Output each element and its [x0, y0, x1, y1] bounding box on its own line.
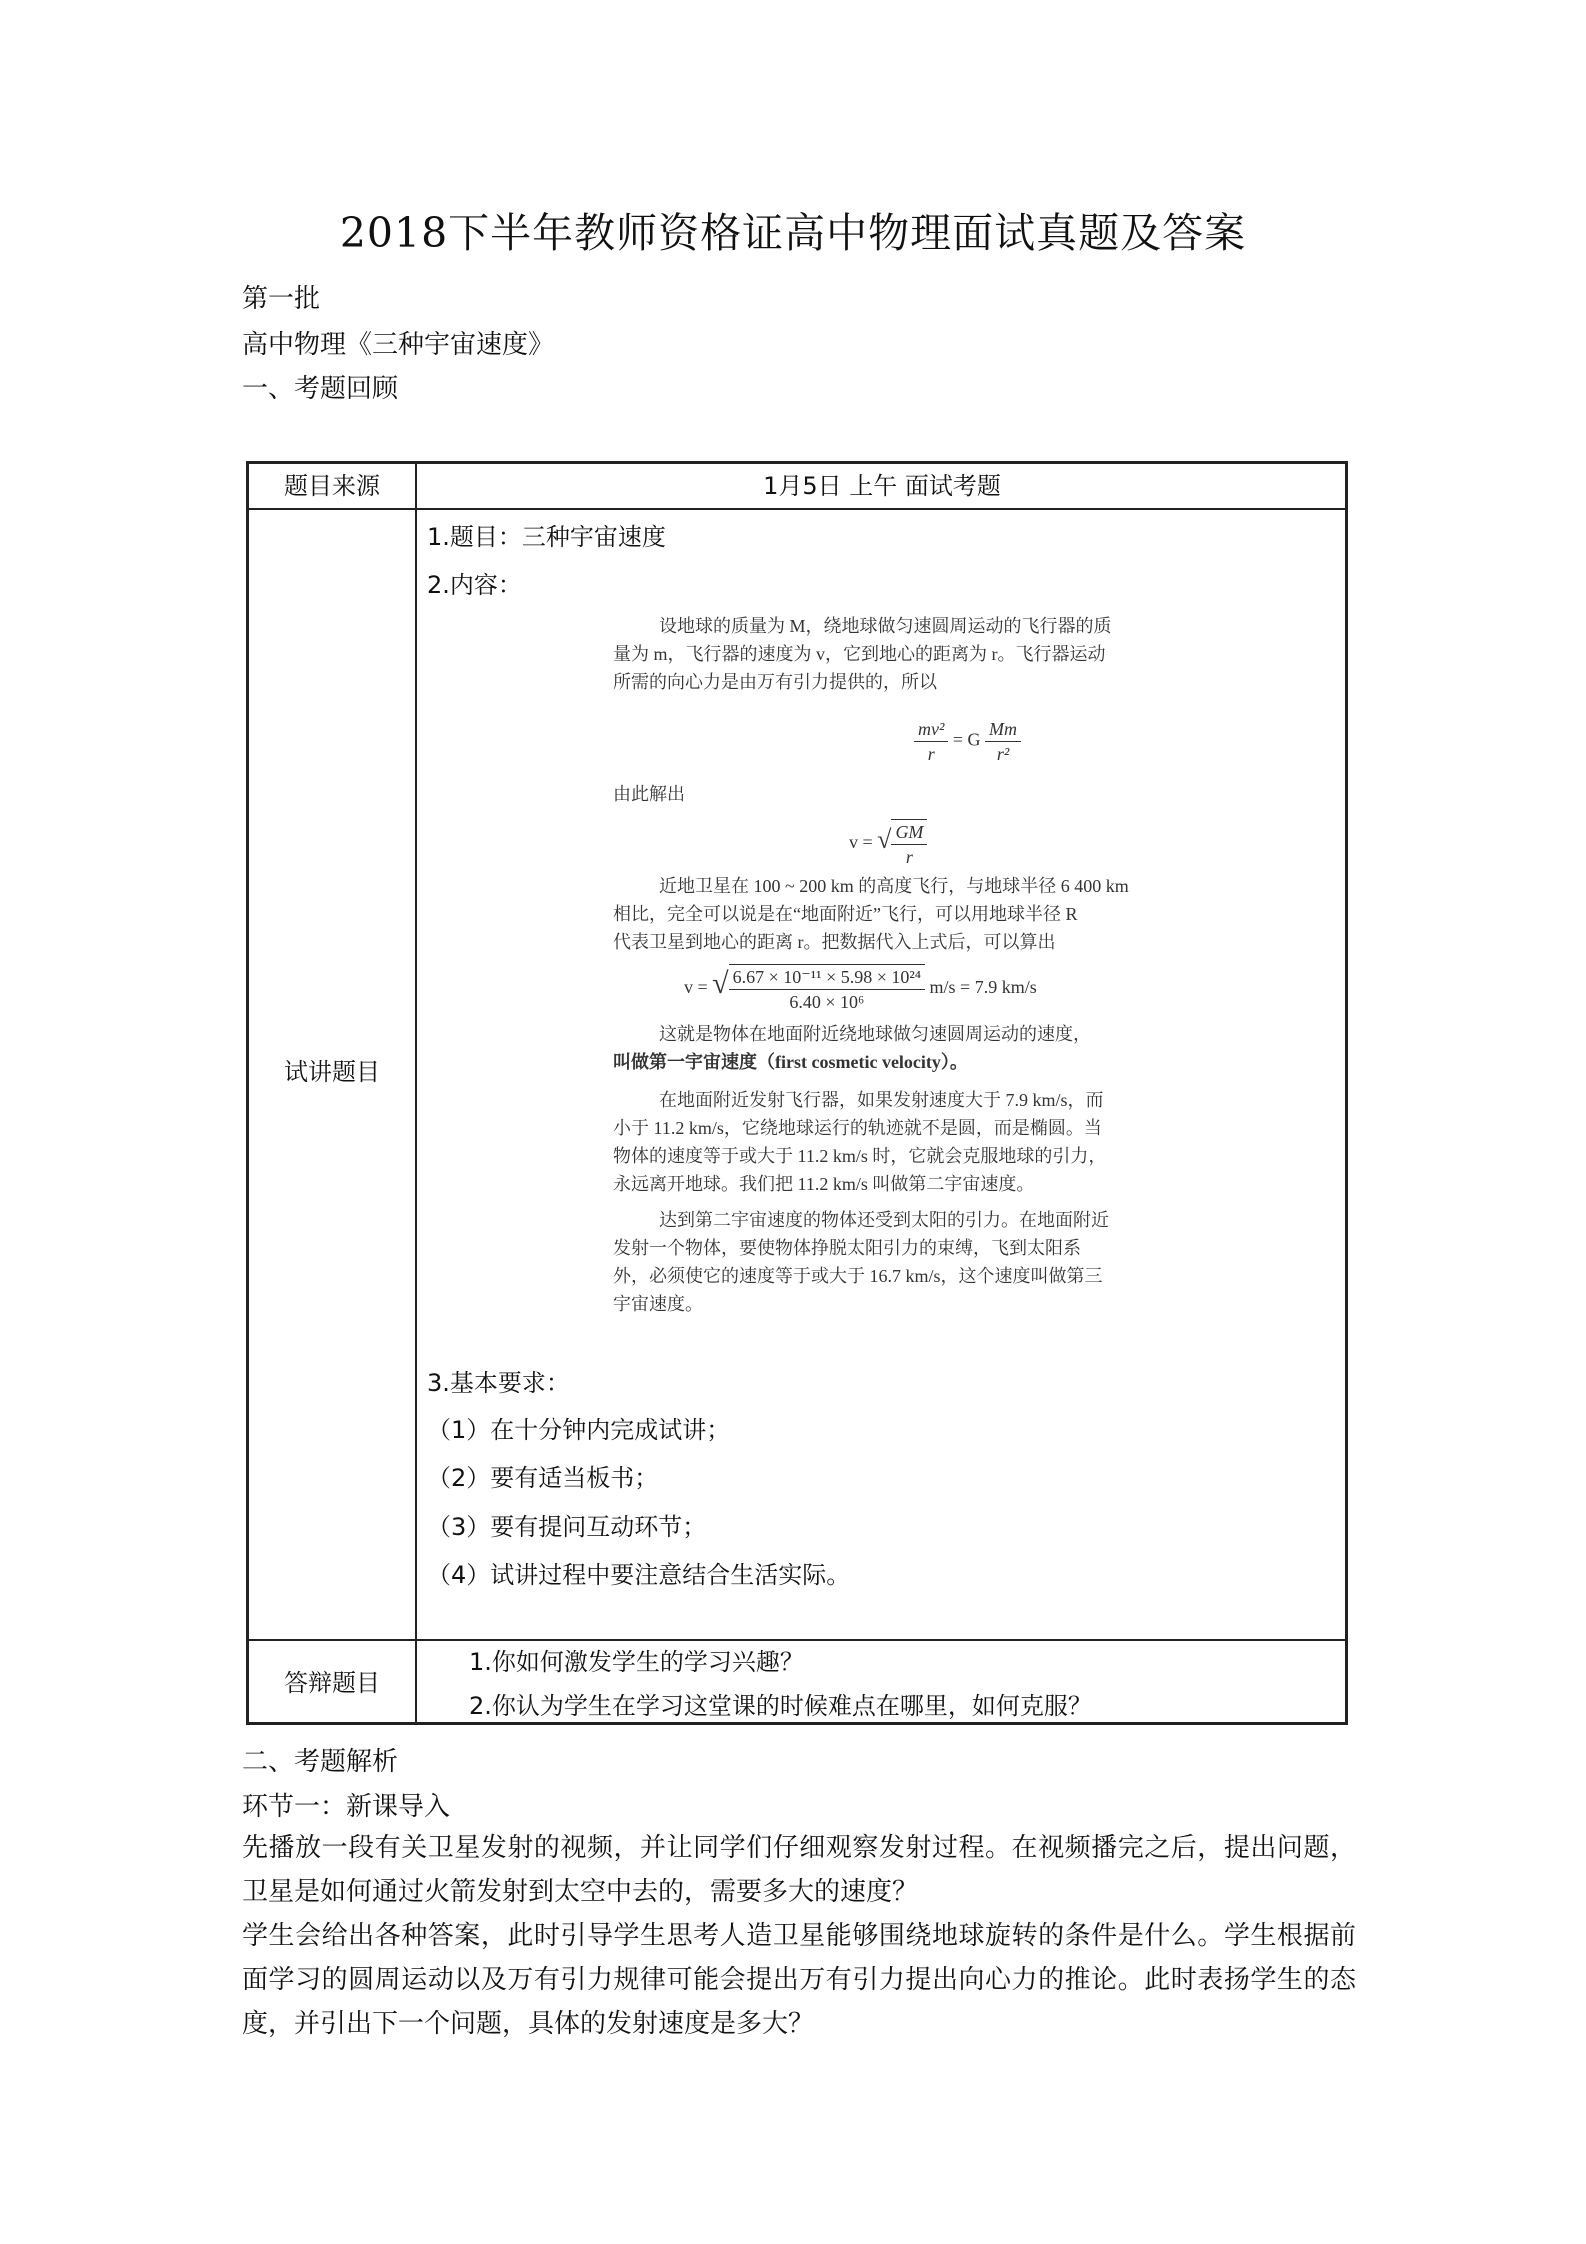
header-source-value: 1月5日 上午 面试考题: [763, 472, 1001, 500]
defense-question-1: 1.你如何激发学生的学习兴趣？: [469, 1648, 804, 1676]
excerpt-line: 所需的向心力是由万有引力提供的，所以: [613, 672, 937, 692]
excerpt-line: 近地卫星在 100 ~ 200 km 的高度飞行，与地球半径 6 400 km: [659, 876, 1129, 896]
exam-table: [246, 461, 1348, 1725]
excerpt-line: 小于 11.2 km/s，它绕地球运行的轨迹就不是圆，而是椭圆。当: [613, 1118, 1102, 1138]
formula-first-cosmic-velocity: v = √ $\frac{\text{6.67 × 10⁻¹¹ × 5.98 × 10²⁴}}{\text{6.40 × 10⁶}}$ m/s = 7.9 km/s: [684, 964, 1037, 1014]
paragraph: 先播放一段有关卫星发射的视频，并让同学们仔细观察发射过程。在视频播完之后，提出问题，卫星是如何通过火箭发射到太空中去的，需要多大的速度？: [242, 1833, 1356, 1907]
excerpt-line: 这就是物体在地面附近绕地球做匀速圆周运动的速度，: [659, 1024, 1091, 1044]
requirement-1: （1）在十分钟内完成试讲；: [427, 1416, 731, 1444]
batch-label: 第一批: [242, 284, 321, 314]
formula-velocity: v = √ $\frac{GM}{r}$: [849, 819, 927, 869]
excerpt-line: 代表卫星到地心的距离 r。把数据代入上式后，可以算出: [613, 932, 1056, 952]
topic-label: 高中物理《三种宇宙速度》: [242, 330, 555, 360]
requirement-4: （4）试讲过程中要注意结合生活实际。: [427, 1561, 851, 1589]
section-heading-review: 一、考题回顾: [242, 374, 399, 404]
item-content: 2.内容：: [427, 571, 522, 599]
excerpt-line: 相比，完全可以说是在“地面附近”飞行，可以用地球半径 R: [613, 904, 1078, 924]
excerpt-line: 达到第二宇宙速度的物体还受到太阳的引力。在地面附近: [659, 1210, 1109, 1230]
excerpt-line: 由此解出: [613, 784, 685, 804]
exam-table-image: [242, 455, 1356, 1735]
excerpt-line: 发射一个物体，要使物体挣脱太阳引力的束缚，飞到太阳系: [613, 1238, 1081, 1258]
excerpt-line: 量为 m，飞行器的速度为 v，它到地心的距离为 r。飞行器运动: [613, 644, 1106, 664]
item-title: 1.题目：三种宇宙速度: [427, 523, 666, 551]
trial-lecture-label: 试讲题目: [284, 1058, 380, 1086]
excerpt-line: 宇宙速度。: [613, 1294, 703, 1314]
excerpt-line: 叫做第一宇宙速度（first cosmetic velocity）。: [613, 1052, 968, 1072]
requirement-3: （3）要有提问互动环节；: [427, 1513, 707, 1541]
excerpt-line: 物体的速度等于或大于 11.2 km/s 时，它就会克服地球的引力，: [613, 1146, 1107, 1166]
excerpt-line: 设地球的质量为 M，绕地球做匀速圆周运动的飞行器的质: [659, 616, 1112, 636]
paragraph: 学生会给出各种答案，此时引导学生思考人造卫星能够围绕地球旋转的条件是什么。学生根据前面学习的圆周运动以及万有引力规律可能会提出万有引力提出向心力的推论。此时表扬学生的态度，并引出下一个问题，具体的发射速度是多大？: [242, 1921, 1356, 2039]
item-requirements: 3.基本要求：: [427, 1369, 570, 1397]
header-source-label: 题目来源: [284, 472, 380, 500]
excerpt-line: 外，必须使它的速度等于或大于 16.7 km/s，这个速度叫做第三: [613, 1266, 1103, 1286]
section-heading-analysis: 二、考题解析: [242, 1747, 399, 1777]
stage-heading: 环节一：新课导入: [242, 1792, 451, 1822]
excerpt-line: 在地面附近发射飞行器，如果发射速度大于 7.9 km/s，而: [659, 1090, 1104, 1110]
excerpt-line: 永远离开地球。我们把 11.2 km/s 叫做第二宇宙速度。: [613, 1174, 1035, 1194]
defense-label: 答辩题目: [284, 1669, 380, 1697]
defense-question-2: 2.你认为学生在学习这堂课的时候难点在哪里，如何克服？: [469, 1692, 1092, 1720]
page-title: 2018下半年教师资格证高中物理面试真题及答案: [339, 209, 1247, 257]
requirement-2: （2）要有适当板书；: [427, 1464, 659, 1492]
formula-centripetal: $\frac{\text{mv²}}{r}$ = G $\frac{Mm}{\text{r²}}$: [914, 717, 1021, 766]
